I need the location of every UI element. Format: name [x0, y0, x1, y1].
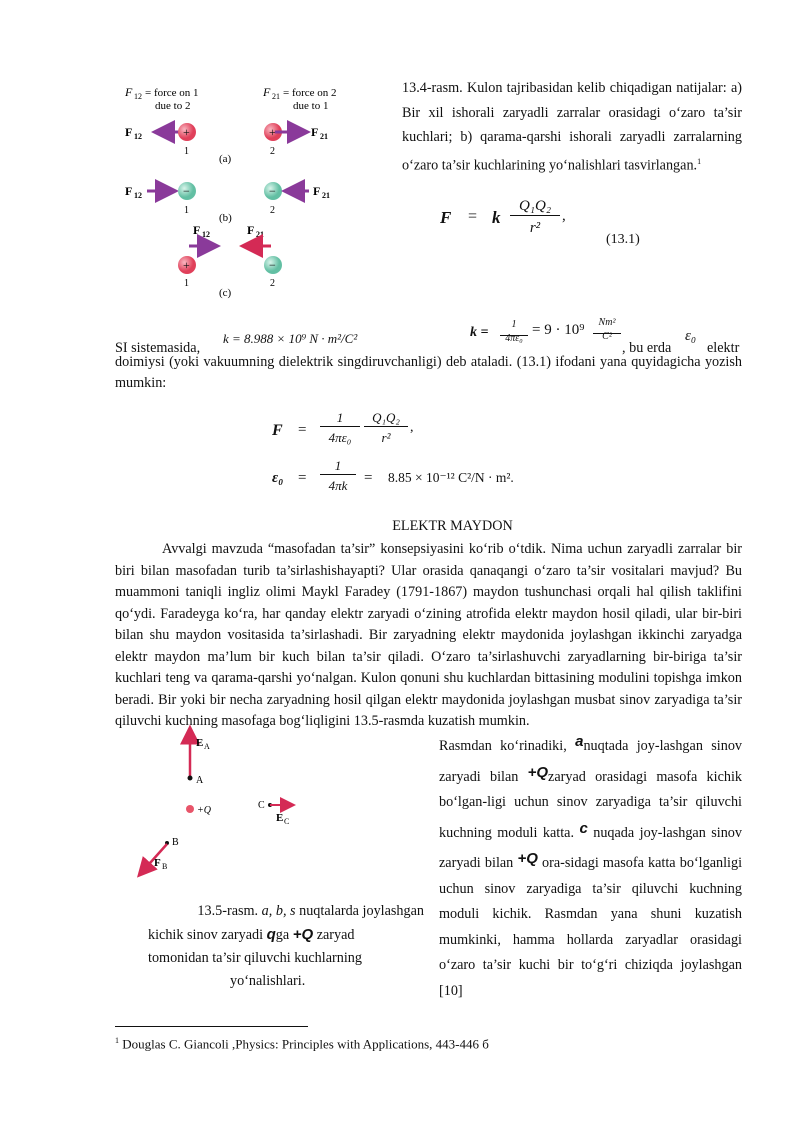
- label-f21: F: [263, 85, 271, 99]
- vec-f12-c: F: [193, 223, 201, 237]
- formula-13-1-eq: =: [468, 208, 478, 225]
- caption-13-5-line3: [140, 947, 430, 970]
- label-ea: E: [196, 737, 204, 749]
- formula-2-eq: =: [298, 422, 307, 438]
- formula-2-frac2-num: Q₁Q₂: [364, 410, 408, 427]
- right-p2: nuqtada joy-lashgan: [583, 738, 703, 754]
- part-b: (b): [219, 212, 232, 224]
- point-a: [188, 776, 193, 781]
- formula-2-frac1-den: 4πε₀: [328, 430, 352, 445]
- part-a: (a): [219, 153, 232, 165]
- right-p3: sinov zaryadi bilan: [439, 738, 743, 785]
- right-Q1: +Q: [527, 763, 549, 781]
- caption-13-5-Q: +Q: [292, 926, 314, 943]
- formula-2-frac1-num: 1: [320, 410, 360, 427]
- label-a: A: [196, 775, 204, 786]
- charge-plus-q: [186, 805, 194, 813]
- figure-13-4-svg: [115, 80, 375, 300]
- caption-13-5-l2-b: ga: [275, 927, 290, 943]
- vec-f21-a: F: [311, 125, 319, 139]
- num-1-c: 1: [184, 278, 189, 289]
- label-b: B: [172, 837, 179, 848]
- formula-2: [272, 410, 472, 454]
- label-f12-desc: = force on 1: [145, 87, 199, 99]
- si-k-expr-unit-num: Nm²: [593, 312, 621, 334]
- caption-13-4-text: 13.4-rasm. Kulon tajribasidan kelib chiqadigan natijalar: a) Bir xil ishorali zaryadli zarralar orasidagi o‘zaro ta’sir kuchlari; b) qarama-qarshi ishorali zaryadli zarralarning o‘zaro ta’sir kuchlarining yo‘nalishlari tasvirlangan.: [402, 80, 742, 174]
- footnote-text: Douglas C. Giancoli ,Physics: Principles with Applications, 443-446 б: [122, 1036, 489, 1052]
- formula-13-1-k: k: [492, 208, 501, 227]
- formula-13-1-lhs: F: [440, 208, 452, 227]
- formula-13-1-den: r²: [529, 220, 541, 236]
- label-f12: F: [125, 85, 133, 99]
- si-k-expr-unit-den: C²: [602, 331, 612, 342]
- figure-13-4: [115, 80, 375, 300]
- right-p11: uchun sinov zaryadiga ta’sir qiluvchi kuchning moduli kichik. Rasmdan yana shuni kuzatish mumkinki, hamma hollarda zaryadlar orasidagi o‘zaro ta’sir kuchi bir to‘g‘ri chiziqda joylashgan [10]: [439, 880, 742, 999]
- si-mid: , bu erda: [622, 340, 672, 356]
- caption-13-5: [140, 900, 430, 993]
- right-p5: masofa kichik bo‘lgan-ligi uchun sinov: [439, 768, 743, 810]
- label-c: C: [258, 800, 265, 811]
- formula-13-1-comma: ,: [562, 208, 566, 224]
- formula-3-eq: =: [298, 470, 307, 486]
- formula-13-1-num: Q₁Q₂: [510, 198, 560, 216]
- label-plus-q: +Q: [197, 805, 211, 816]
- label-f21-desc: = force on 2: [283, 87, 337, 99]
- formula-2-lhs: F: [272, 422, 283, 439]
- footnote-mark: 1: [115, 1036, 119, 1045]
- part-c: (c): [219, 287, 232, 299]
- num-1-b: 1: [184, 205, 189, 216]
- num-2-a: 2: [270, 146, 275, 157]
- right-c: c: [579, 819, 588, 837]
- num-2-c: 2: [270, 278, 275, 289]
- footnote-ref: 1: [697, 156, 702, 166]
- body-paragraph-text: Avvalgi mavzuda “masofadan ta’sir” konsepsiyasini ko‘rib o‘tdik. Nima uchun zaryadli zarralar bir biri bilan masofadan turib ta’sirlashishayapti? Ular orasida qanaqangi o‘zaro ta’sir vositalari mavjud? Bu muammoni taniqli ingliz olimi Maykl Faradey (1791-1867) maydon tushunchasi orqali hal qilish taklifini qo‘ydi. Faradeyga ko‘ra, har qanday elektr zaryadi o‘zining atrofida elektr maydon hosil qiladi, ular bir-biri bilan shu maydon vositasida ta’sirlashadi. Bir zaryadning elektr maydonida joylashgan ikkinchi zaryadga elektr maydon ma’lum bir kuch bilan ta’sir qiladi. O‘zaro ta’sirlashuvchi zaryadlarning bir-biriga ta’sir kuchlari teng va qarama-qarshi yo‘nalgan. Kulon qonuni shu kuchlardan bittasining modulini topishga imkon beradi. Bir yoki bir necha zaryadning hosil qilgan elektr maydonida joylashgan musbat sinov zaryadiga ta’sir qiluvchi kuchning masofaga bog‘liqligini 13.5-rasmda kuzatish mumkin.: [115, 541, 742, 729]
- si-rest: [115, 352, 742, 395]
- right-p6: zaryadiga ta’sir qiluvchi kuchning moduli: [439, 794, 742, 841]
- right-p10: ora-sidagi masofa katta bo‘lganligi: [542, 855, 743, 871]
- formula-13-1: [440, 198, 740, 250]
- formula-13-1-number: (13.1): [606, 232, 640, 247]
- formula-3-eq2: =: [364, 470, 373, 486]
- label-f21-desc2: due to 1: [293, 100, 329, 112]
- caption-13-5-line1: [140, 900, 430, 923]
- formula-2-frac2-den: r²: [381, 430, 391, 445]
- formula-3: [272, 458, 572, 502]
- charge-1-c-sign: +: [183, 258, 190, 272]
- num-1-a: 1: [184, 146, 189, 157]
- caption-13-5-l1-end: nuqtalarda joylashgan: [299, 903, 424, 919]
- section-heading: [115, 518, 790, 535]
- label-ea-sub: A: [204, 742, 210, 751]
- caption-13-5-line2: [140, 923, 430, 947]
- si-k-expr-frac-num: 1: [500, 314, 528, 336]
- caption-13-4: [402, 76, 742, 178]
- si-line: [115, 312, 742, 356]
- label-f21-sub: 21: [272, 92, 280, 101]
- right-a: a: [575, 733, 584, 750]
- body-paragraph: [115, 539, 742, 733]
- formula-3-frac-num: 1: [320, 458, 356, 475]
- caption-13-5-l3: tomonidan ta’sir qiluvchi kuchlarning: [148, 950, 362, 966]
- caption-13-5-l2-c: zaryad: [316, 927, 355, 943]
- right-p4: zaryad orasidagi: [548, 768, 648, 785]
- charge-2-b-sign: −: [269, 184, 276, 198]
- label-f12-sub: 12: [134, 92, 142, 101]
- right-p9: bilan: [484, 855, 514, 871]
- formula-2-comma: ,: [410, 420, 414, 435]
- si-k-expr-rhs: = 9 · 10⁹: [532, 322, 585, 338]
- vec-f12-b: F: [125, 184, 133, 198]
- num-2-b: 2: [270, 205, 275, 216]
- label-f12-desc2: due to 2: [155, 100, 191, 112]
- label-ec-sub: C: [284, 817, 290, 826]
- right-column-text: [439, 729, 742, 1004]
- figure-13-5-svg: [130, 724, 310, 884]
- caption-13-5-points: a, b, s: [261, 903, 296, 919]
- vec-f21-b: F: [313, 184, 321, 198]
- formula-3-value: 8.85 × 10⁻¹² C²/N · m².: [388, 470, 514, 485]
- si-k-value: k = 8.988 × 10⁹ N · m²/C²: [223, 331, 358, 346]
- formula-3-frac-den: 4πk: [328, 478, 348, 493]
- caption-13-5-l4: yo‘nalishlari.: [230, 973, 306, 989]
- right-p8: nuqada joy-lashgan sinov zaryadi: [439, 824, 742, 871]
- si-k-expr-lhs: k =: [470, 325, 489, 340]
- charge-2-c-sign: −: [269, 258, 276, 272]
- caption-13-5-l2-a: kichik sinov zaryadi: [148, 927, 264, 943]
- right-p7: katta.: [542, 824, 574, 841]
- si-rest-text: doimiysi (yoki vakuumning dielektrik singdiruvchanligi) deb ataladi. (13.1) ifodani yana quyidagicha yozish mumkin:: [115, 354, 742, 392]
- caption-13-5-line4: [140, 970, 430, 993]
- charge-1-b-sign: −: [183, 184, 190, 198]
- label-fb: F: [154, 857, 161, 869]
- vec-f21-a-sub: 21: [320, 132, 328, 141]
- vec-f21-c-sub: 21: [256, 230, 264, 239]
- vec-f21-c: F: [247, 223, 255, 237]
- charge-2-a-sign: +: [269, 125, 276, 139]
- footnote: [115, 1036, 755, 1052]
- caption-13-5-q: q: [266, 926, 276, 943]
- caption-13-5-num: 13.5-rasm.: [197, 903, 259, 919]
- vec-f12-a: F: [125, 125, 133, 139]
- label-fb-sub: B: [162, 862, 168, 871]
- figure-13-5: [130, 724, 310, 884]
- vec-f12-b-sub: 12: [134, 191, 142, 200]
- vec-f21-b-sub: 21: [322, 191, 330, 200]
- label-ec: E: [276, 812, 284, 824]
- si-end: elektr: [707, 340, 740, 356]
- footnote-separator: [115, 1026, 308, 1027]
- vec-f12-a-sub: 12: [134, 132, 142, 141]
- right-Q2: +Q: [517, 850, 538, 867]
- vec-f12-c-sub: 12: [202, 230, 210, 239]
- right-p1: Rasmdan ko‘rinadiki,: [439, 738, 567, 754]
- si-start: SI sistemasida,: [115, 340, 201, 356]
- si-k-expr-frac-den: 4πε₀: [505, 333, 523, 344]
- si-eps: ε₀: [685, 328, 697, 344]
- formula-3-lhs: ε₀: [272, 470, 284, 486]
- charge-1-a-sign: +: [183, 125, 190, 139]
- section-heading-text: ELEKTR MAYDON: [392, 518, 513, 534]
